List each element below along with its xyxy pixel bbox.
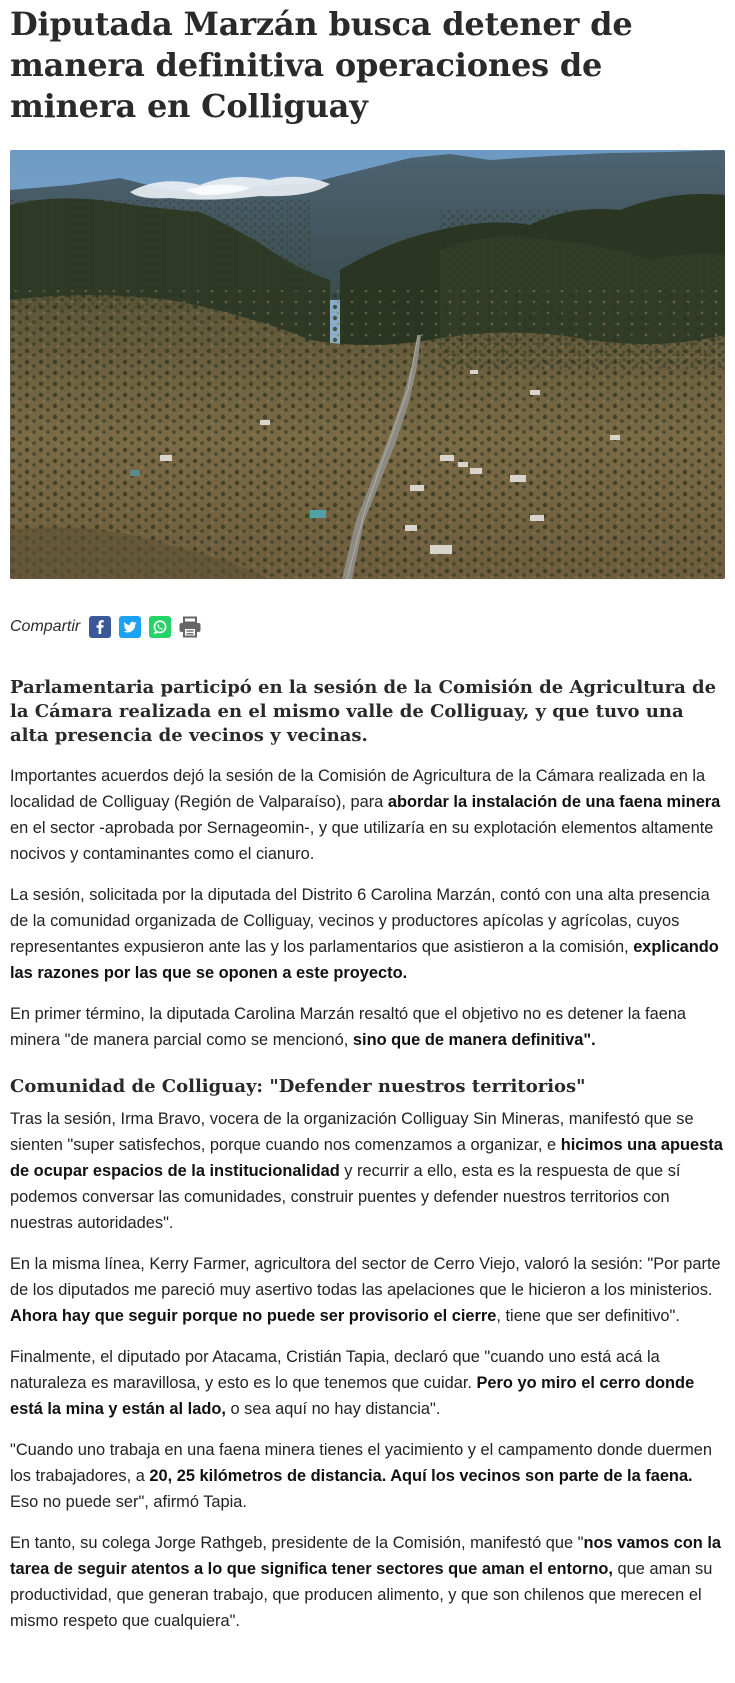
facebook-icon[interactable]	[88, 615, 112, 639]
paragraph-1: Importantes acuerdos dejó la sesión de la Comisión de Agricultura de la Cámara realizada en la localidad de Colliguay (Región de Valparaíso), para abordar la instalación de una faena minera en el sector -aprobada por Sernageomin-, y que utilizaría en su explotación elementos altamente nocivos y contaminantes como el cianuro.	[10, 767, 721, 863]
twitter-icon[interactable]	[118, 615, 142, 639]
paragraph-3: En primer término, la diputada Carolina Marzán resaltó que el objetivo no es detener la faena minera "de manera parcial como se mencionó, sino que de manera definitiva".	[10, 1005, 687, 1049]
paragraph-2: La sesión, solicitada por la diputada del Distrito 6 Carolina Marzán, contó con una alta presencia de la comunidad organizada de Colliguay, vecinos y productores apícolas y agrícolas, cuyos representantes expusieron ante las y los parlamentarios que asistieron a la comisión, explicando las razones por las que se oponen a este proyecto.	[10, 886, 719, 982]
paragraph-6: Finalmente, el diputado por Atacama, Cristián Tapia, declaró que "cuando uno está acá la naturaleza es maravillosa, y esto es lo que tenemos que cuidar. Pero yo miro el cerro donde está la mina y están al lado, o sea aquí no hay distancia".	[10, 1348, 695, 1418]
article-title: Diputada Marzán busca detener de manera definitiva operaciones de minera en Colliguay	[10, 5, 633, 125]
whatsapp-icon[interactable]	[148, 615, 172, 639]
hero-image	[10, 150, 725, 579]
print-icon[interactable]	[178, 615, 202, 639]
share-bar	[10, 612, 725, 642]
article-lead: Parlamentaria participó en la sesión de la Comisión de Agricultura de la Cámara realizada en el mismo valle de Colliguay, y que tuvo una alta presencia de vecinos y vecinas.	[10, 677, 717, 746]
share-label: Compartir	[10, 618, 81, 635]
paragraph-5: En la misma línea, Kerry Farmer, agricultora del sector de Cerro Viejo, valoró la sesión: "Por parte de los diputados me pareció muy asertivo todas las apelaciones que le hicieron a los ministerios. Ahora hay que seguir porque no puede ser provisorio el cierre, tiene que ser definitivo".	[10, 1255, 721, 1325]
paragraph-7: "Cuando uno trabaja en una faena minera tienes el yacimiento y el campamento donde duermen los trabajadores, a 20, 25 kilómetros de distancia. Aquí los vecinos son parte de la faena. Eso no puede ser", afirmó Tapia.	[10, 1441, 712, 1511]
paragraph-4: Tras la sesión, Irma Bravo, vocera de la organización Colliguay Sin Mineras, manifestó que se sienten "super satisfechos, porque cuando nos comenzamos a organizar, e hicimos una apuesta de ocupar espacios de la institucionalidad y recurrir a ello, esta es la respuesta de que sí podemos conversar las comunidades, construir puentes y defender nuestros territorios con nuestras autoridades".	[10, 1110, 723, 1232]
section-subheading: Comunidad de Colliguay: "Defender nuestros territorios"	[10, 1076, 586, 1097]
paragraph-8: En tanto, su colega Jorge Rathgeb, presidente de la Comisión, manifestó que "nos vamos con la tarea de seguir atentos a lo que significa tener sectores que aman el entorno, que aman su productividad, que generan trabajo, que producen alimento, y que son chilenos que merecen el mismo respeto que cualquiera".	[10, 1534, 722, 1630]
